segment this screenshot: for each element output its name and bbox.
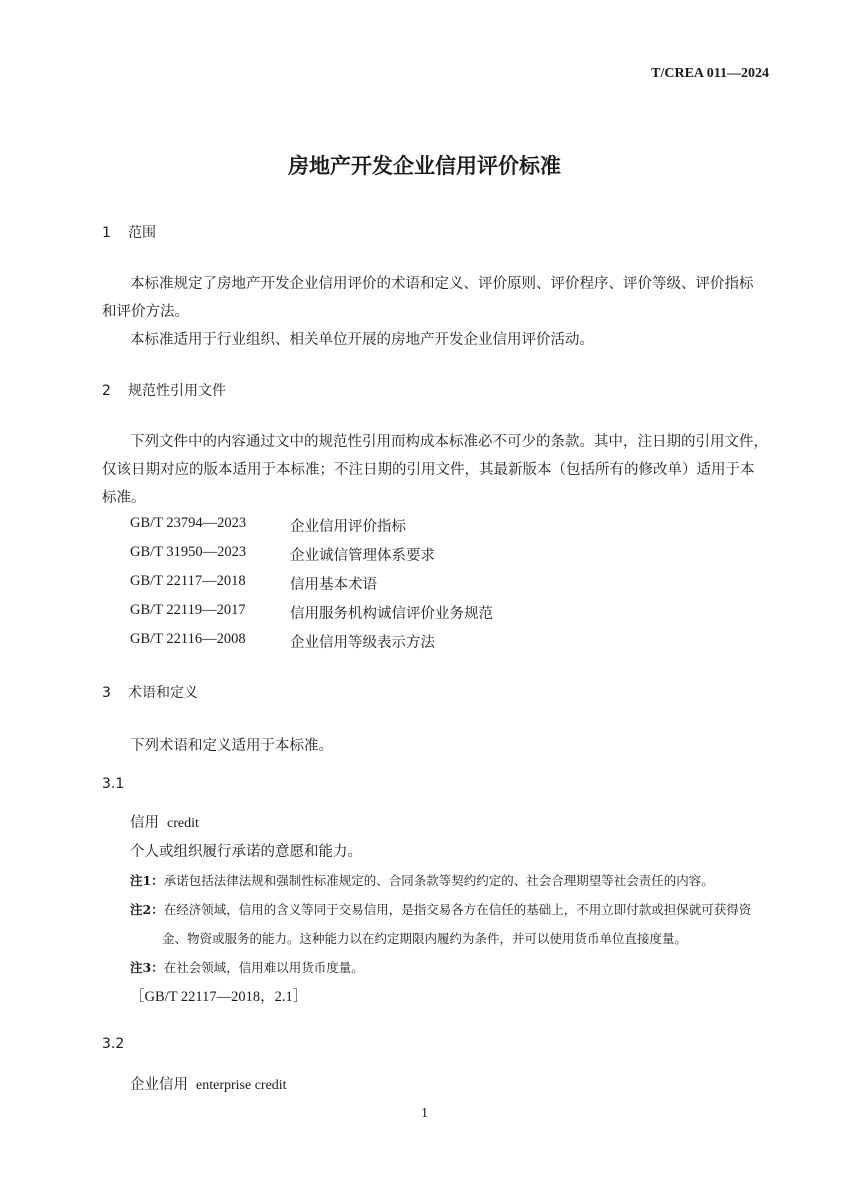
- section-3-intro: 下列术语和定义适用于本标准。: [130, 738, 333, 754]
- section-1-heading: [102, 222, 156, 242]
- reference-code: GB/T 23794—2023: [130, 515, 247, 531]
- section-1-para1-line1: 本标准规定了房地产开发企业信用评价的术语和定义、评价原则、评价程序、评价等级、评价指标: [130, 276, 754, 292]
- section-3-title: 术语和定义: [128, 685, 198, 701]
- section-2-para-line2: 仅该日期对应的版本适用于本标准；不注日期的引用文件，其最新版本（包括所有的修改单）适用于本: [102, 462, 755, 478]
- note-3: [130, 958, 364, 976]
- standard-code: T/CREA 011—2024: [651, 66, 769, 81]
- reference-title: 企业信用评价指标: [290, 519, 406, 535]
- reference-code: GB/T 31950—2023: [130, 544, 247, 560]
- section-2-heading: [102, 380, 226, 400]
- term-en: enterprise credit: [196, 1078, 287, 1093]
- term-3-2-entry: [130, 1073, 287, 1094]
- term-3-1-source: ［GB/T 22117—2018，2.1］: [130, 989, 308, 1005]
- term-zh: 企业信用: [130, 1077, 188, 1093]
- term-3-2-number: 3.2: [102, 1036, 125, 1052]
- term-3-1-definition: 个人或组织履行承诺的意愿和能力。: [130, 844, 362, 860]
- reference-code: GB/T 22119—2017: [130, 602, 246, 618]
- term-3-1-number: 3.1: [102, 776, 125, 792]
- note-label: 注1：: [130, 873, 164, 888]
- section-2-title: 规范性引用文件: [128, 383, 226, 399]
- note-text: 在社会领域，信用难以用货币度量。: [163, 960, 364, 975]
- section-2-number: 2: [102, 383, 111, 399]
- section-1-number: 1: [102, 225, 111, 241]
- section-1-para1-line2: 和评价方法。: [102, 304, 189, 320]
- reference-title: 企业信用等级表示方法: [290, 635, 435, 651]
- term-en: credit: [167, 816, 199, 831]
- note-1: [130, 871, 714, 889]
- note-label: 注2：: [130, 902, 164, 917]
- reference-title: 信用服务机构诚信评价业务规范: [290, 606, 493, 622]
- page-number: 1: [421, 1106, 428, 1121]
- note-label: 注3：: [130, 960, 164, 975]
- section-1-title: 范围: [128, 225, 156, 241]
- section-1-para2: 本标准适用于行业组织、相关单位开展的房地产开发企业信用评价活动。: [130, 332, 594, 348]
- note-text: 承诺包括法律法规和强制性标准规定的、合同条款等契约约定的、社会合理期望等社会责任的内容。: [163, 873, 714, 888]
- note-2-line1: [130, 900, 751, 918]
- note-text: 在经济领域，信用的含义等同于交易信用，是指交易各方在信任的基础上，不用立即付款或担保就可获得资: [163, 902, 752, 917]
- section-2-para-line1: 下列文件中的内容通过文中的规范性引用而构成本标准必不可少的条款。其中，注日期的引用文件，: [130, 434, 768, 450]
- term-zh: 信用: [130, 815, 159, 831]
- reference-title: 信用基本术语: [290, 577, 377, 593]
- section-3-number: 3: [102, 685, 111, 701]
- reference-code: GB/T 22117—2018: [130, 573, 246, 589]
- term-3-1-entry: [130, 811, 199, 832]
- section-3-heading: [102, 682, 198, 702]
- reference-title: 企业诚信管理体系要求: [290, 548, 435, 564]
- note-2-line2: 金、物资或服务的能力。这种能力以在约定期限内履约为条件，并可以使用货币单位直接度量。: [162, 931, 688, 946]
- document-title: 房地产开发企业信用评价标准: [288, 154, 561, 178]
- reference-code: GB/T 22116—2008: [130, 631, 246, 647]
- section-2-para-line3: 标准。: [102, 490, 146, 506]
